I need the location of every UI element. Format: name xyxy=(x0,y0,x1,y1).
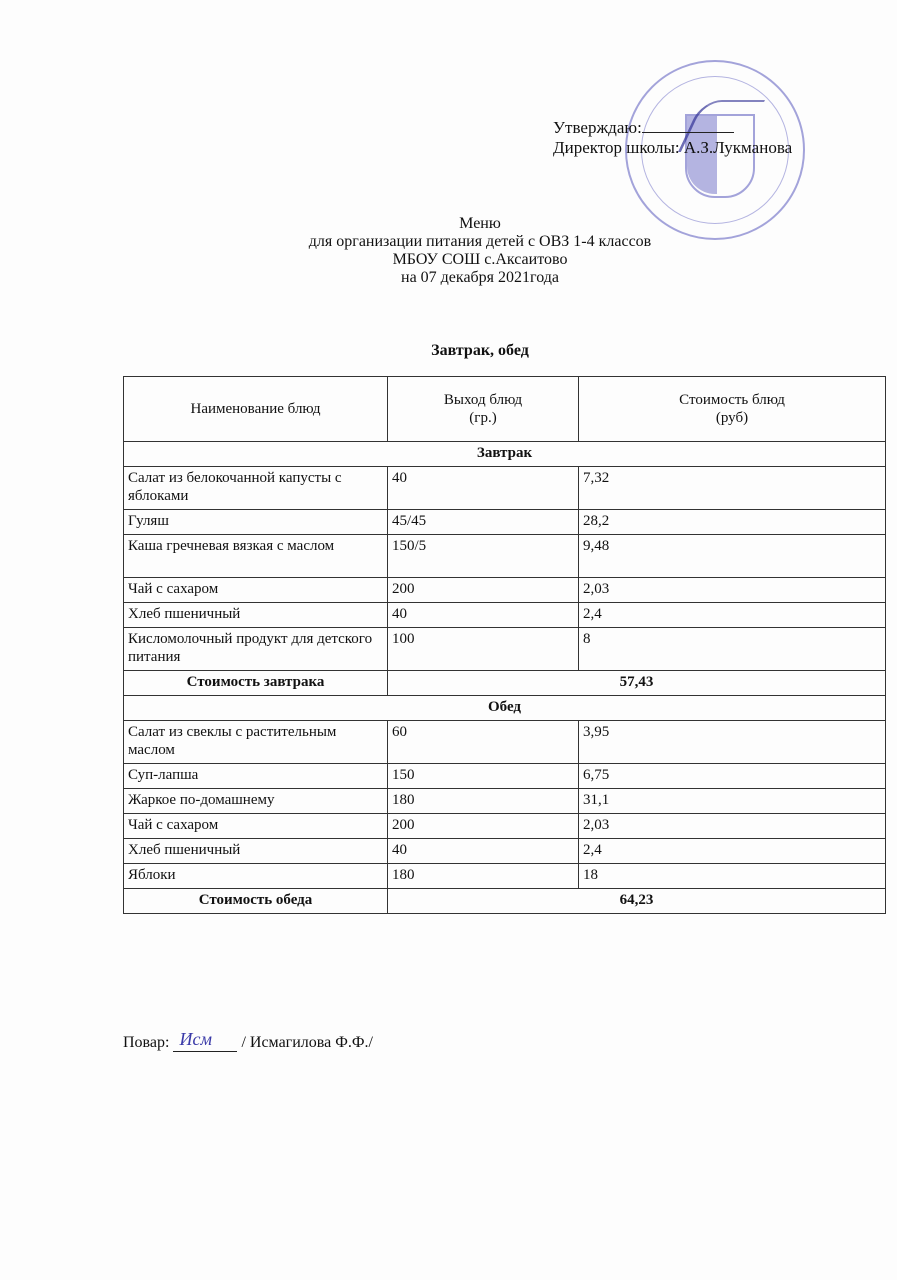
table-cell: 6,75 xyxy=(579,764,886,789)
table-row xyxy=(124,535,886,578)
table-cell: Салат из свеклы с растительным маслом xyxy=(124,721,388,764)
title-date: на 07 декабря 2021года xyxy=(401,269,559,286)
table-cell: Суп-лапша xyxy=(124,764,388,789)
table-cell: Гуляш xyxy=(124,510,388,535)
table-row xyxy=(124,814,886,839)
table-cell: 2,03 xyxy=(579,578,886,603)
table-row xyxy=(124,839,886,864)
table-cell: 18 xyxy=(579,864,886,889)
table-cell: Каша гречневая вязкая с маслом xyxy=(124,535,388,578)
cook-label: Повар: xyxy=(123,1034,170,1051)
section-row xyxy=(124,696,886,721)
director-name: Директор школы: А.З.Лукманова xyxy=(553,138,793,157)
column-header: Наименование блюд xyxy=(124,377,388,442)
table-cell: Яблоки xyxy=(124,864,388,889)
total-row xyxy=(124,889,886,914)
table-row xyxy=(124,764,886,789)
table-cell: 200 xyxy=(388,578,579,603)
table-cell: 7,32 xyxy=(579,467,886,510)
menu-table xyxy=(123,376,886,914)
table-cell: 45/45 xyxy=(388,510,579,535)
table-cell: 100 xyxy=(388,628,579,671)
table-cell: 180 xyxy=(388,789,579,814)
table-cell: 200 xyxy=(388,814,579,839)
table-cell: Завтрак xyxy=(124,442,886,467)
total-row xyxy=(124,671,886,696)
table-cell: Жаркое по-домашнему xyxy=(124,789,388,814)
subtitle: Завтрак, обед xyxy=(431,342,529,359)
column-header: Выход блюд (гр.) xyxy=(388,377,579,442)
table-row xyxy=(124,510,886,535)
table-cell: 28,2 xyxy=(579,510,886,535)
table-row xyxy=(124,603,886,628)
table-cell: 40 xyxy=(388,839,579,864)
table-cell: 40 xyxy=(388,467,579,510)
cook-signature-line xyxy=(123,1029,373,1052)
table-cell: Хлеб пшеничный xyxy=(124,603,388,628)
table-row xyxy=(124,721,886,764)
table-row xyxy=(124,864,886,889)
cook-name: / Исмагилова Ф.Ф./ xyxy=(241,1034,373,1051)
document-title xyxy=(0,215,897,287)
table-header xyxy=(124,377,886,442)
table-row xyxy=(124,628,886,671)
table-cell: 3,95 xyxy=(579,721,886,764)
table-cell: Чай с сахаром xyxy=(124,578,388,603)
table-cell: 60 xyxy=(388,721,579,764)
table-cell: 150 xyxy=(388,764,579,789)
table-cell: Стоимость завтрака xyxy=(124,671,388,696)
table-row xyxy=(124,578,886,603)
section-row xyxy=(124,442,886,467)
table-cell: Стоимость обеда xyxy=(124,889,388,914)
table-row xyxy=(124,789,886,814)
table-cell: 2,4 xyxy=(579,603,886,628)
table-row xyxy=(124,467,886,510)
table-cell: 64,23 xyxy=(388,889,886,914)
title-line: Меню xyxy=(459,215,501,232)
table-cell: 9,48 xyxy=(579,535,886,578)
table-cell: Кисломолочный продукт для детского питания xyxy=(124,628,388,671)
table-cell: Чай с сахаром xyxy=(124,814,388,839)
table-cell: 180 xyxy=(388,864,579,889)
table-cell: 40 xyxy=(388,603,579,628)
table-cell: Хлеб пшеничный xyxy=(124,839,388,864)
column-header: Стоимость блюд (руб) xyxy=(579,377,886,442)
table-cell: Обед xyxy=(124,696,886,721)
approval-label: Утверждаю: xyxy=(553,118,642,137)
table-cell: 8 xyxy=(579,628,886,671)
table-cell: 31,1 xyxy=(579,789,886,814)
approval-block xyxy=(553,118,792,158)
title-line: для организации питания детей с ОВЗ 1-4 классов xyxy=(308,233,652,250)
table-cell: 150/5 xyxy=(388,535,579,578)
table-cell: 2,4 xyxy=(579,839,886,864)
table-cell: 2,03 xyxy=(579,814,886,839)
cook-signature: Исм xyxy=(173,1035,237,1052)
title-line: МБОУ СОШ с.Аксаитово xyxy=(392,251,568,268)
table-cell: Салат из белокочанной капусты с яблоками xyxy=(124,467,388,510)
table-cell: 57,43 xyxy=(388,671,886,696)
